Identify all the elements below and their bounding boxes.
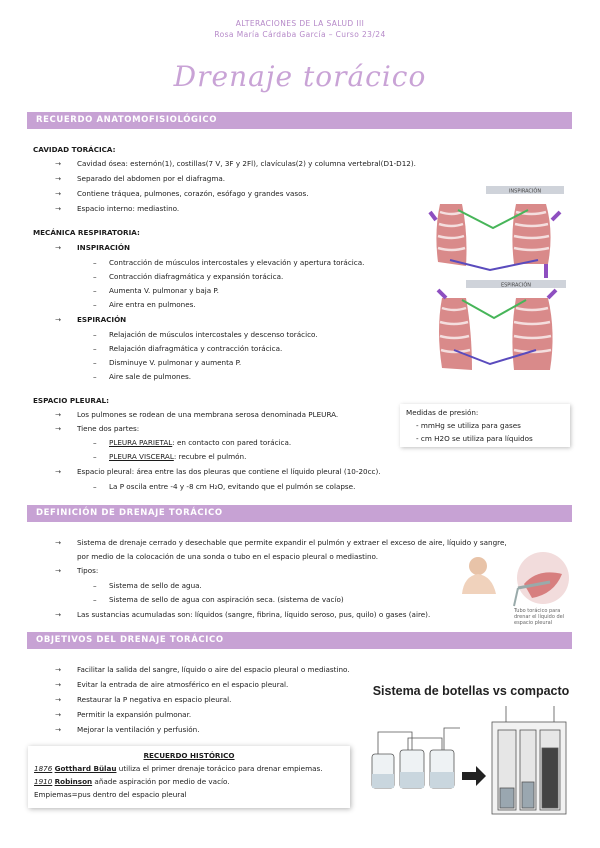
arrow-icon: → (55, 159, 62, 168)
types-label: → Tipos: (55, 566, 99, 575)
inspiration-item: – Contracción de músculos intercostales y elevación y apertura torácica. (93, 258, 365, 267)
pleural-item: → Espacio pleural: área entre las dos pleuras que contiene el líquido pleural (10-20cc). (55, 467, 381, 476)
drainage-systems-diagram (368, 702, 574, 830)
definition-text: → Sistema de drenaje cerrado y desechable que permite expandir el pulmón y extraer el exceso de aire, líquido y sangre, (55, 538, 507, 547)
svg-text:INSPIRACIÓN: INSPIRACIÓN (508, 188, 542, 195)
ribcage-left-exp-icon (439, 298, 472, 370)
arrow-icon: → (55, 189, 62, 198)
objective-item: → Facilitar la salida del sangre, líquido o aire del espacio pleural o mediastino. (55, 665, 350, 674)
objective-item: → Restaurar la P negativa en espacio pleural. (55, 695, 232, 704)
ribcage-right-insp-icon (512, 204, 550, 264)
compact-system-icon (492, 706, 566, 814)
figure-title: Sistema de botellas vs compacto (372, 684, 570, 698)
arrow-icon: → (55, 725, 62, 734)
arrow-icon: → (55, 243, 62, 252)
arrow-icon: → (55, 695, 62, 704)
arrow-icon: → (55, 424, 62, 433)
type-item: – Sistema de sello de agua con aspiración seca. (sistema de vacío) (93, 595, 344, 604)
course-title: ALTERACIONES DE LA SALUD III (235, 19, 365, 28)
arrow-icon: → (55, 538, 62, 547)
definition-text-cont: por medio de la colocación de una sonda o tubo en el espacio pleural o mediastino. (77, 552, 379, 561)
bottle-system-icon (372, 728, 460, 788)
objective-item: → Mejorar la ventilación y perfusión. (55, 725, 200, 734)
arrow-icon: → (55, 315, 62, 324)
arrow-icon: → (55, 410, 62, 419)
pleura-parietal: – PLEURA PARIETAL: en contacto con pared torácica. (93, 438, 292, 447)
respiration-illustration (428, 182, 570, 380)
cavity-item: → Espacio interno: mediastino. (55, 204, 180, 213)
expiration-label: → ESPIRACIÓN (55, 315, 127, 324)
pleural-item: → Tiene dos partes: (55, 424, 140, 433)
inspiration-label: → INSPIRACIÓN (55, 243, 130, 252)
mechanics-heading: MECÁNICA RESPIRATORIA: (33, 228, 140, 237)
cavity-item: → Cavidad ósea: esternón(1), costillas(7 V, 3F y 2Fl), clavículas(2) y columna vertebral(D1-D12). (55, 159, 416, 168)
expiration-item: – Disminuye V. pulmonar y aumenta P. (93, 358, 242, 367)
expiration-item: – Relajación diafragmática y contracción torácica. (93, 344, 283, 353)
cavity-item: → Contiene tráquea, pulmones, corazón, esófago y grandes vasos. (55, 189, 309, 198)
arrow-icon: → (55, 680, 62, 689)
chest-tube-illustration (458, 544, 570, 626)
inspiration-item: – Aumenta V. pulmonar y baja P. (93, 286, 219, 295)
pressure-item: - cm H2O se utiliza para líquidos (416, 434, 533, 443)
inspiration-item: – Contracción diafragmática y expansión torácica. (93, 272, 284, 281)
objective-item: → Permitir la expansión pulmonar. (55, 710, 192, 719)
page-header (0, 0, 600, 40)
section-definition-header: DEFINICIÓN DE DRENAJE TORÁCICO (27, 505, 572, 522)
history-item: 1876 Gotthard Bülau utiliza el primer drenaje torácico para drenar empiemas. (34, 764, 323, 773)
inspiration-item: – Aire entra en pulmones. (93, 300, 196, 309)
arrow-icon: → (55, 467, 62, 476)
pressure-title: Medidas de presión: (406, 408, 479, 417)
arrow-icon: → (55, 710, 62, 719)
pleural-heading: ESPACIO PLEURAL: (33, 396, 109, 405)
arrow-icon: → (55, 566, 62, 575)
section-anatomy-header: RECUERDO ANATOMOFISIOLÓGICO (27, 112, 572, 129)
pressure-box (400, 404, 570, 447)
expiration-item: – Aire sale de pulmones. (93, 372, 192, 381)
type-item: – Sistema de sello de agua. (93, 581, 202, 590)
bottles-vs-compact-figure (368, 684, 574, 834)
pressure-item: - mmHg se utiliza para gases (416, 421, 521, 430)
cavity-heading: CAVIDAD TORÁCICA: (33, 145, 116, 154)
history-note: Empiemas=pus dentro del espacio pleural (34, 790, 187, 799)
arrow-icon (462, 766, 486, 786)
ribcage-left-insp-icon (436, 204, 466, 266)
history-item: 1910 Robinson añade aspiración por medio de vacío. (34, 777, 230, 786)
chest-tube-caption: Tubo torácico para drenar el líquido del espacio pleural (514, 608, 565, 626)
substances-item: → Las sustancias acumuladas son: líquidos (sangre, fibrina, líquido seroso, pus, quilo) o gases (aire). (55, 610, 431, 619)
history-title: RECUERDO HISTÓRICO (143, 751, 235, 760)
ribcage-right-exp-icon (512, 298, 552, 370)
arrow-icon: → (55, 174, 62, 183)
ribcage-diagram (428, 182, 570, 380)
page-title: Drenaje torácico (173, 60, 427, 93)
arrow-icon: → (55, 665, 62, 674)
expiration-item: – Relajación de músculos intercostales y descenso torácico. (93, 330, 318, 339)
section-objectives-header: OBJETIVOS DEL DRENAJE TORÁCICO (27, 632, 572, 649)
pleura-visceral: – PLEURA VISCERAL: recubre el pulmón. (93, 452, 247, 461)
pleural-subitem: – La P oscila entre -4 y -8 cm H₂O, evitando que el pulmón se colapse. (93, 482, 356, 491)
pleural-item: → Los pulmones se rodean de una membrana serosa denominada PLEURA. (55, 410, 339, 419)
author-line: Rosa María Cárdaba García – Curso 23/24 (214, 30, 386, 39)
arrow-icon: → (55, 610, 62, 619)
cavity-item: → Separado del abdomen por el diafragma. (55, 174, 226, 183)
history-box (28, 746, 350, 808)
arrow-icon: → (55, 204, 62, 213)
svg-text:ESPIRACIÓN: ESPIRACIÓN (500, 282, 532, 289)
objective-item: → Evitar la entrada de aire atmosférico en el espacio pleural. (55, 680, 289, 689)
